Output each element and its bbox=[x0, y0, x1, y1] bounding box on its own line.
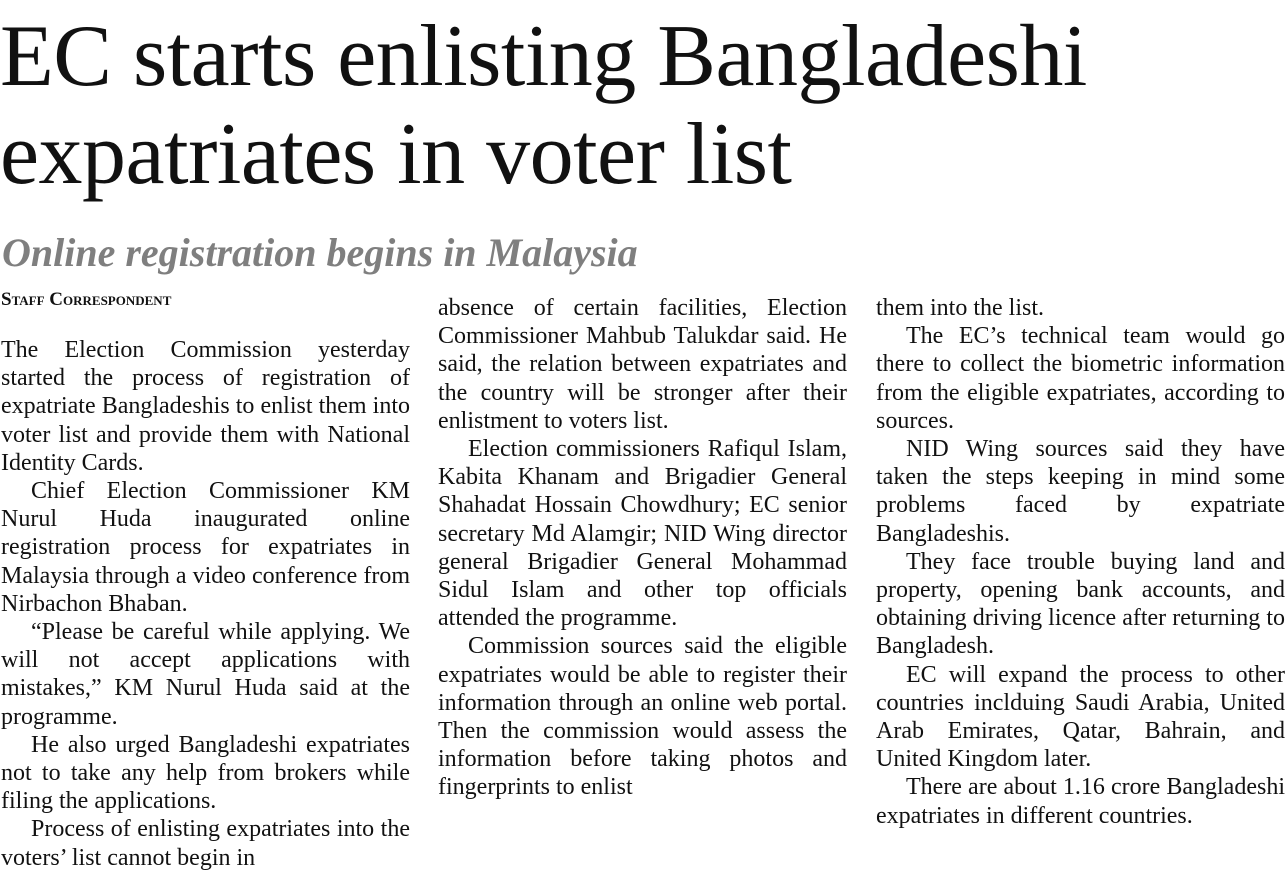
paragraph: He also urged Bangladeshi expatriates not to take any help from brokers while filing the applications. bbox=[1, 731, 410, 815]
article-column-2 bbox=[438, 294, 847, 802]
paragraph: NID Wing sources said they have taken the steps keeping in mind some problems faced by expatriate Bangladeshis. bbox=[876, 436, 1285, 547]
article-column-1 bbox=[1, 336, 410, 872]
paragraph: EC will expand the process to other countries inclduing Saudi Arabia, United Arab Emirates, Qatar, Bahrain, and United Kingdom later. bbox=[876, 661, 1285, 773]
article-column-3 bbox=[876, 294, 1285, 830]
paragraph: The Election Commission yesterday started the process of registration of expatriate Bangladeshis to enlist them into voter list and provide them with National Identity Cards. bbox=[1, 337, 410, 476]
paragraph-continued: them into the list. bbox=[876, 295, 1044, 321]
headline-line-2: expatriates in voter list bbox=[0, 106, 792, 203]
paragraph-continued: absence of certain facilities, Election Commissioner Mahbub Talukdar said. He said, the relation between expatriates and the country will be stronger after their enlistment to voters list. bbox=[438, 295, 847, 434]
paragraph: Election commissioners Rafiqul Islam, Kabita Khanam and Brigadier General Shahadat Hossain Chowdhury; EC senior secretary Md Alamgir; NID Wing director general Brigadier General Mohammad Sidul Islam and other top officials attended the programme. bbox=[438, 436, 847, 632]
paragraph: Commission sources said the eligible expatriates would be able to register their information through an online web portal. Then the commission would assess the information before taking photos and fingerprints to enlist bbox=[438, 633, 847, 801]
paragraph: They face trouble buying land and property, opening bank accounts, and obtaining driving licence after returning to Bangladesh. bbox=[876, 548, 1285, 660]
paragraph: Process of enlisting expatriates into the voters’ list cannot begin in bbox=[1, 816, 410, 871]
paragraph: The EC’s technical team would go there to collect the biometric information from the eligible expatriates, according to sources. bbox=[876, 323, 1285, 434]
headline bbox=[0, 8, 1286, 204]
headline-line-1: EC starts enlisting Bangladeshi bbox=[0, 8, 1087, 105]
byline: Staff Correspondent bbox=[1, 289, 172, 310]
paragraph: “Please be careful while applying. We will not accept applications with mistakes,” KM Nurul Huda said at the programme. bbox=[1, 619, 410, 730]
paragraph: Chief Election Commissioner KM Nurul Huda inaugurated online registration process for expatriates in Malaysia through a video conference from Nirbachon Bhaban. bbox=[1, 478, 410, 617]
subheadline: Online registration begins in Malaysia bbox=[2, 230, 638, 275]
paragraph: There are about 1.16 crore Bangladeshi expatriates in different countries. bbox=[876, 774, 1285, 829]
